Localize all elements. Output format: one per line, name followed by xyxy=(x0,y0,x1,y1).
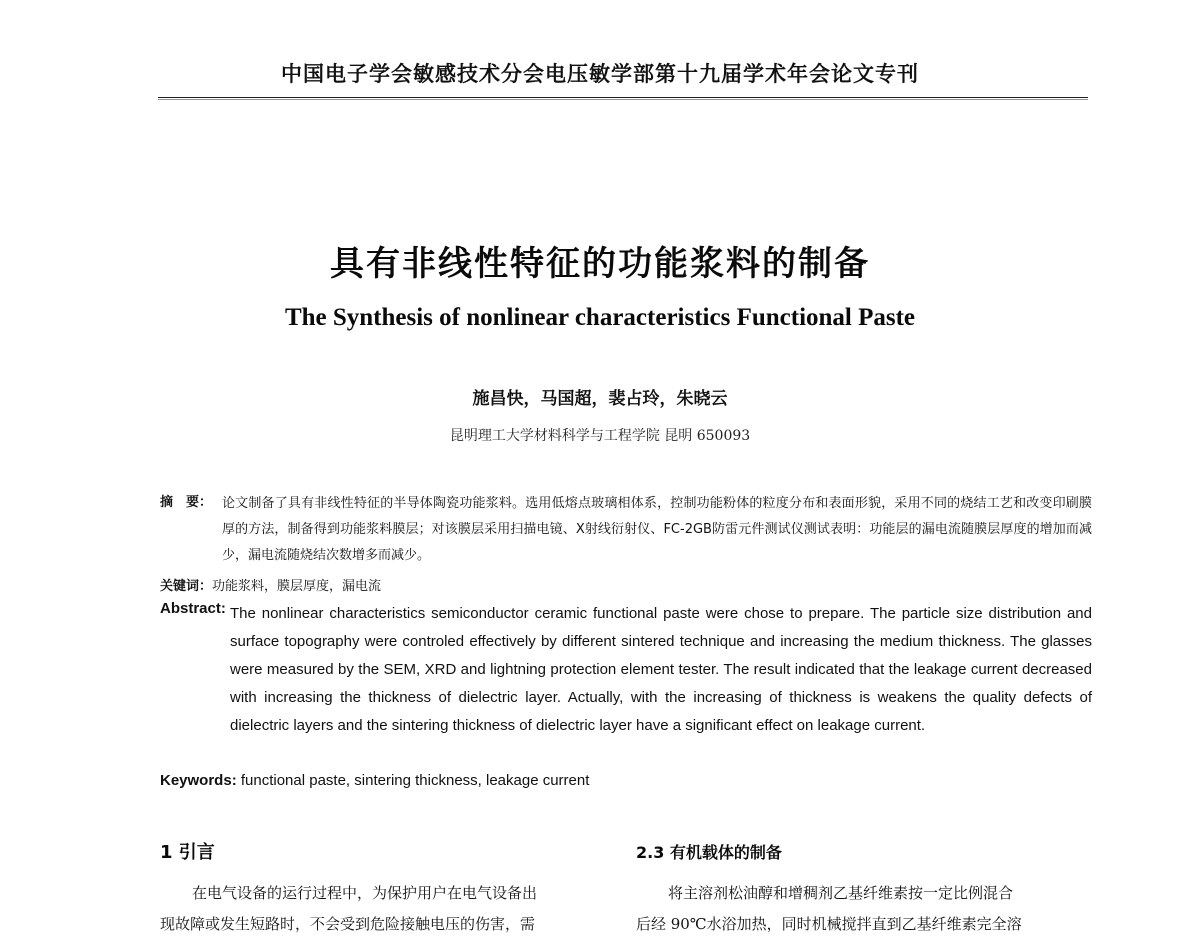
header-rule xyxy=(158,97,1088,98)
body-text-line: 在电气设备的运行过程中，为保护用户在电气设备出 xyxy=(192,884,538,902)
keywords-english xyxy=(160,772,589,789)
left-column xyxy=(160,840,616,940)
body-text-line: 后经 90℃水浴加热，同时机械搅拌直到乙基纤维素完全溶 xyxy=(636,915,1022,933)
paper-title-chinese: 具有非线性特征的功能浆料的制备 xyxy=(330,244,870,284)
abstract-chinese-text: 论文制备了具有非线性特征的半导体陶瓷功能浆料。选用低熔点玻璃相体系，控制功能粉体的粒度分布和表面形貌，采用不同的烧结工艺和改变印刷膜厚的方法，制备得到功能浆料膜层；对该膜层采用扫描电镜、X射线衍射仪、FC-2GB防雷元件测试仪测试表明：功能层的漏电流随膜层厚度的增加而减少，漏电流随烧结次数增多而减少。 xyxy=(222,496,1092,563)
section-heading-introduction: 1 引言 xyxy=(160,842,215,863)
body-text-line: 将主溶剂松油醇和增稠剂乙基纤维素按一定比例混合 xyxy=(668,884,1014,902)
abstract-chinese-label: 摘 要： xyxy=(160,495,213,510)
keywords-english-text: functional paste, sintering thickness, leakage current xyxy=(240,772,590,789)
paper-affiliation: 昆明理工大学材料科学与工程学院 昆明 650093 xyxy=(449,428,751,444)
right-column xyxy=(636,840,1092,940)
keywords-chinese-label: 关键词： xyxy=(160,579,213,594)
body-text-line: 现故障或发生短路时，不会受到危险接触电压的伤害，需 xyxy=(160,915,536,933)
paper-title-english: The Synthesis of nonlinear characteristics Functional Paste xyxy=(284,304,916,331)
running-header: 中国电子学会敏感技术分会电压敏学部第十九届学术年会论文专刊 xyxy=(281,62,919,86)
keywords-chinese-text: 功能浆料，膜层厚度，漏电流 xyxy=(212,579,382,594)
abstract-english xyxy=(160,600,1092,740)
paper-authors: 施昌快，马国超，裴占玲，朱晓云 xyxy=(472,389,728,409)
abstract-english-text: The nonlinear characteristics semiconductor ceramic functional paste were chose to prepare. The particle size distribution and surface topography were controled effectively by different sintered technique and increasing the medium thickness. The glasses were measured by the SEM, XRD and lightning protection element tester. The result indicated that the leakage current decreased with increasing the thickness of dielectric layer. Actually, with the increasing of thickness is weakens the quality defects of dielectric layers and the sintering thickness of dielectric layer have a significant effect on leakage current. xyxy=(230,605,1092,734)
keywords-chinese xyxy=(160,575,381,594)
abstract-english-label: Abstract: xyxy=(160,600,226,617)
keywords-english-label: Keywords: xyxy=(160,772,237,789)
section-heading-organic-carrier: 2.3 有机载体的制备 xyxy=(636,843,782,862)
header-rule-secondary xyxy=(158,99,1088,100)
abstract-chinese xyxy=(160,491,1092,569)
